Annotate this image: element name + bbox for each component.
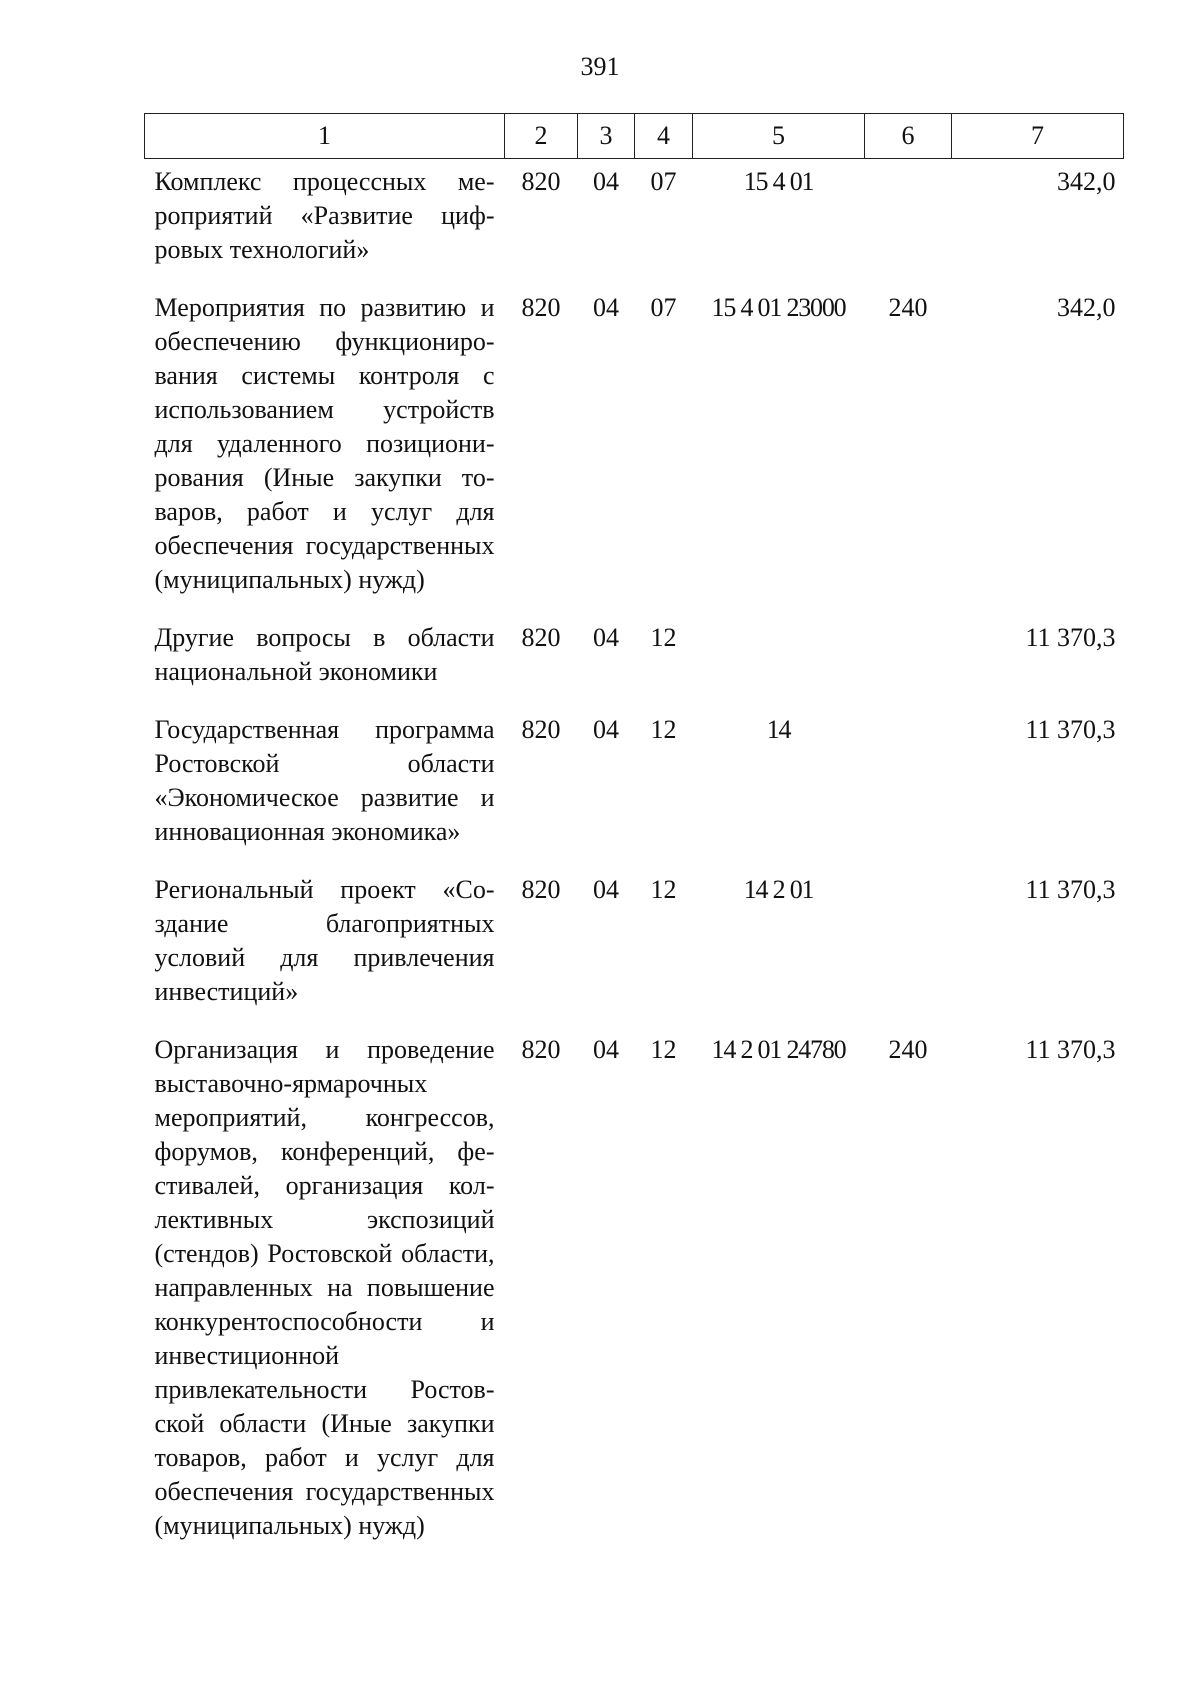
row-subsection-code: 12 bbox=[650, 875, 677, 904]
row-name: Другие вопросы в области национальной экономики bbox=[154, 623, 495, 686]
row-target-article: 15 4 01 23000 bbox=[711, 293, 846, 322]
table-row bbox=[145, 281, 1124, 611]
row-ministry-code: 820 bbox=[521, 623, 561, 652]
row-expense-type bbox=[865, 863, 952, 1023]
header-row bbox=[145, 114, 1124, 159]
row-expense-type bbox=[865, 611, 952, 703]
table-row bbox=[145, 703, 1124, 863]
row-amount: 342,0 bbox=[1057, 167, 1116, 196]
row-section-code: 04 bbox=[593, 167, 619, 196]
budget-table bbox=[144, 113, 1124, 1557]
header-col-7: 7 bbox=[952, 114, 1124, 159]
row-expense-type bbox=[865, 159, 952, 282]
page-number: 391 bbox=[580, 52, 620, 81]
row-subsection-code: 07 bbox=[650, 167, 677, 196]
table-row bbox=[145, 1023, 1124, 1557]
table-body bbox=[145, 159, 1124, 1558]
table-row bbox=[145, 611, 1124, 703]
row-section-code: 04 bbox=[593, 875, 619, 904]
row-ministry-code: 820 bbox=[521, 293, 561, 322]
row-name: Мероприятия по развитию и обеспечению функционирования системы контроля с использованием устройств для удаленного позиционирования (Иные закупки товаров, работ и услуг для обеспечения государственных (муниципальных) нужд) bbox=[154, 293, 495, 594]
row-amount: 11 370,3 bbox=[1025, 715, 1116, 744]
row-subsection-code: 07 bbox=[650, 293, 677, 322]
row-section-code: 04 bbox=[593, 623, 619, 652]
row-amount: 11 370,3 bbox=[1025, 875, 1116, 904]
table-row bbox=[145, 863, 1124, 1023]
header-col-3: 3 bbox=[578, 114, 635, 159]
row-name: Организация и проведение выставочно-ярмарочных мероприятий, конгрессов, форумов, конференций, фестивалей, организация коллективных экспозиций (стендов) Ростовской области, направленных на повышение конкурентоспособности и инвестиционной привлекательности Ростовской области (Иные закупки товаров, работ и услуг для обеспечения государственных (муниципальных) нужд) bbox=[154, 1035, 495, 1540]
row-section-code: 04 bbox=[593, 293, 619, 322]
row-ministry-code: 820 bbox=[521, 715, 561, 744]
row-subsection-code: 12 bbox=[650, 715, 677, 744]
row-expense-type: 240 bbox=[888, 293, 928, 322]
row-expense-type bbox=[865, 703, 952, 863]
header-col-5: 5 bbox=[693, 114, 865, 159]
header-col-4: 4 bbox=[635, 114, 693, 159]
row-name: Комплекс процессных мероприятий «Развитие цифровых технологий» bbox=[154, 167, 495, 264]
row-target-article bbox=[693, 611, 865, 703]
row-target-article: 14 2 01 bbox=[743, 875, 814, 904]
row-amount: 11 370,3 bbox=[1025, 1035, 1116, 1064]
row-target-article: 14 2 01 24780 bbox=[711, 1035, 846, 1064]
row-target-article: 15 4 01 bbox=[743, 167, 814, 196]
row-amount: 342,0 bbox=[1057, 293, 1116, 322]
row-name: Региональный проект «Создание благоприятных условий для привлечения инвестиций» bbox=[154, 875, 495, 1006]
table-header bbox=[145, 114, 1124, 159]
row-subsection-code: 12 bbox=[650, 1035, 677, 1064]
table-row bbox=[145, 159, 1124, 282]
row-section-code: 04 bbox=[593, 1035, 619, 1064]
row-name: Государственная программа Ростовской области «Экономическое развитие и инновационная экономика» bbox=[154, 715, 495, 846]
row-subsection-code: 12 bbox=[650, 623, 677, 652]
row-amount: 11 370,3 bbox=[1025, 623, 1116, 652]
row-ministry-code: 820 bbox=[521, 167, 561, 196]
row-target-article: 14 bbox=[766, 715, 791, 744]
header-col-6: 6 bbox=[865, 114, 952, 159]
row-expense-type: 240 bbox=[888, 1035, 928, 1064]
row-section-code: 04 bbox=[593, 715, 619, 744]
row-ministry-code: 820 bbox=[521, 1035, 561, 1064]
header-col-2: 2 bbox=[505, 114, 578, 159]
header-col-1: 1 bbox=[145, 114, 505, 159]
row-ministry-code: 820 bbox=[521, 875, 561, 904]
